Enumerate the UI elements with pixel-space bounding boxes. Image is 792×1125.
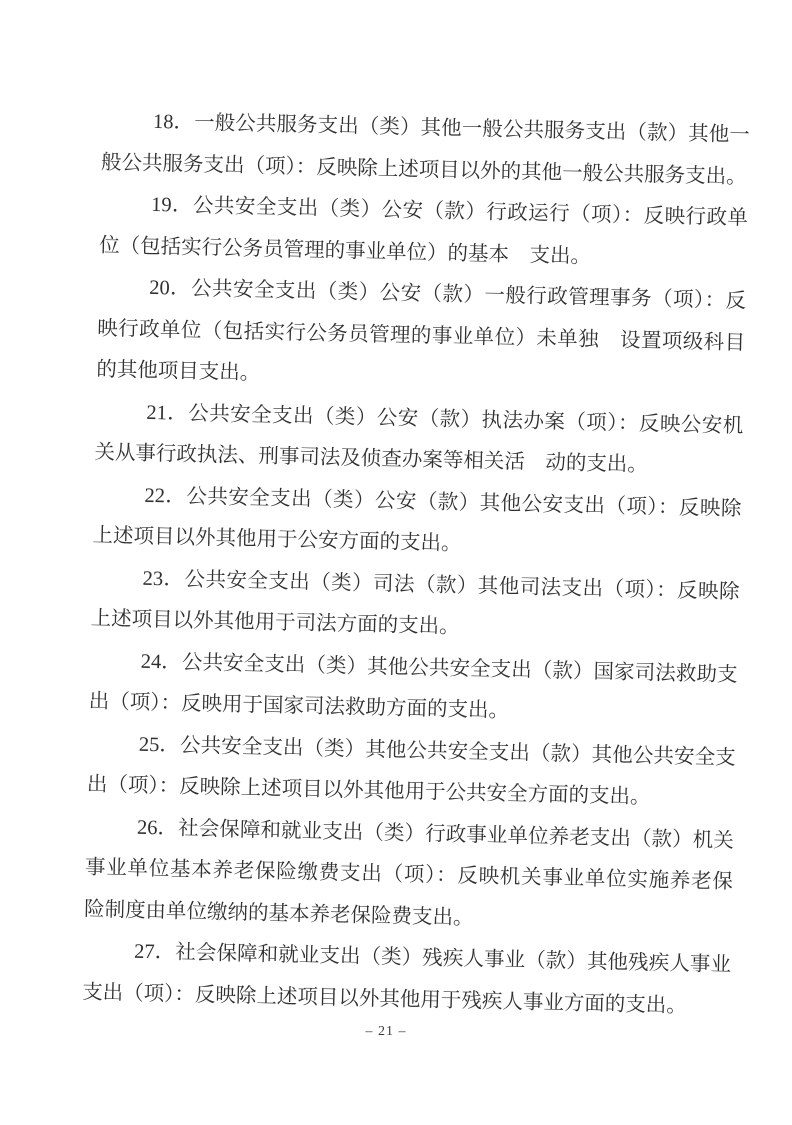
text-line: 25．公共安全支出（类）其他公共安全支出（款）其他公共安全支 [138,733,736,769]
text-line: 23．公共安全支出（类）司法（款）其他司法支出（项）：反映除 [142,567,740,603]
paragraph-24 [88,640,738,738]
text-line: 上述项目以外其他用于司法方面的支出。 [90,607,460,639]
paragraph-25 [86,723,736,821]
paragraph-21 [94,391,744,489]
text-line: 出（项）：反映除上述项目以外其他用于公共安全方面的支出。 [86,773,651,809]
text-line: 21．公共安全支出（类）公安（款）执法办案（项）：反映公安机 [146,401,744,437]
text-line: 的其他项目支出。 [96,358,261,385]
text-line: 上述项目以外其他用于公安方面的支出。 [92,524,462,556]
paragraph-26 [84,806,735,945]
paragraph-23 [90,557,740,655]
text-line: 位（包括实行公务员管理的事业单位）的基本 支出。 [98,234,592,268]
paragraph-27 [82,931,732,1029]
text-line: 19．公共安全支出（类）公安（款）行政运行（项）：反映行政单 [150,193,749,230]
text-line: 出（项）：反映用于国家司法救助方面的支出。 [88,690,510,723]
text-line: 27．社会保障和就业支出（类）残疾人事业（款）其他残疾人事业 [133,940,732,977]
document-text-block [82,101,751,1028]
text-line: 映行政单位（包括实行公务员管理的事业单位）未单独 设置项级科目 [97,317,746,354]
text-line: 26．社会保障和就业支出（类）行政事业单位养老支出（款）机关 [136,816,735,852]
paragraph-20 [96,267,747,406]
text-line: 般公共服务支出（项）：反映除上述项目以外的其他一般公共服务支出。 [100,151,747,188]
text-line: 24．公共安全支出（类）其他公共安全支出（款）国家司法救助支 [140,650,738,686]
text-line: 关从事行政执法、刑事司法及侦查办案等相关活 动的支出。 [94,441,649,477]
text-line: 20．公共安全支出（类）公安（款）一般行政管理事务（项）：反 [148,276,747,313]
paragraph-18 [101,101,751,199]
text-line: 事业单位基本养老保险缴费支出（项）：反映机关事业单位实施养老保 [84,856,734,894]
text-line: 支出（项）：反映除上述项目以外其他用于残疾人事业方面的支出。 [81,981,688,1017]
text-line: 22．公共安全支出（类）公安（款）其他公安支出（项）：反映除 [144,484,742,520]
paragraph-19 [99,184,749,282]
page-number: – 21 – [365,1024,407,1039]
paragraph-22 [92,474,742,572]
text-line: 18．一般公共服务支出（类）其他一般公共服务支出（款）其他一 [152,110,751,147]
text-line: 险制度由单位缴纳的基本养老保险费支出。 [83,898,474,929]
